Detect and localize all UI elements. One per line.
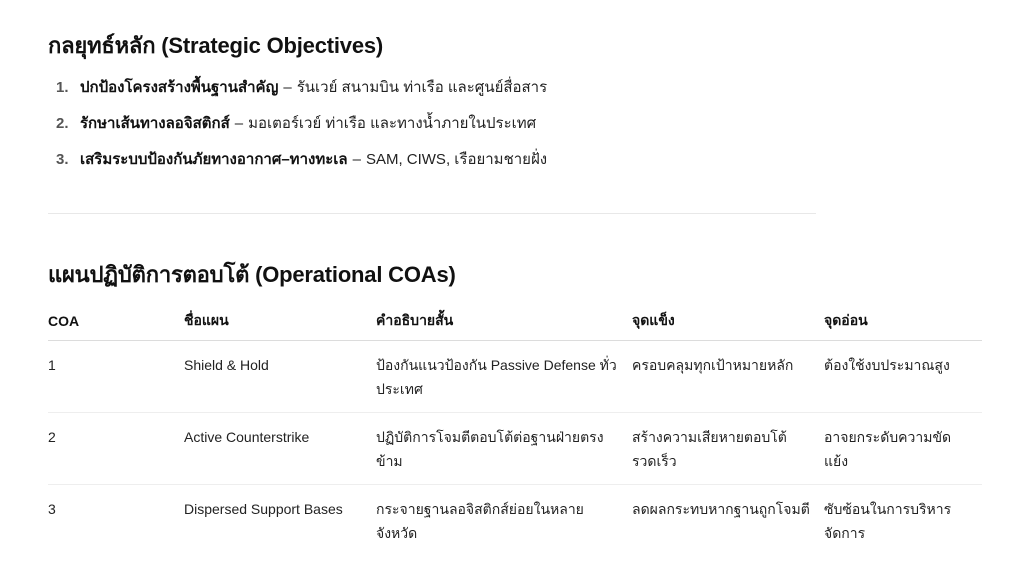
list-number: 3. bbox=[56, 151, 69, 168]
strategic-objectives-heading: กลยุทธ์หลัก (Strategic Objectives) bbox=[48, 33, 384, 58]
objectives-list bbox=[48, 78, 848, 186]
list-item bbox=[48, 78, 848, 114]
objective-description: SAM, CIWS, เรือยามชายฝั่ง bbox=[365, 151, 548, 168]
table-row bbox=[48, 413, 982, 485]
coa-table bbox=[48, 304, 982, 556]
objective-title: เสริมระบบป้องกันภัยทางอากาศ–ทางทะเล bbox=[80, 151, 348, 168]
table-row bbox=[48, 341, 982, 413]
cell-coa: 3 bbox=[48, 501, 56, 517]
column-header-description: คำอธิบายสั้น bbox=[376, 304, 632, 341]
cell-description: ป้องกันแนวป้องกัน Passive Defense ทั่วประเทศ bbox=[376, 341, 632, 413]
objective-description: รันเวย์ สนามบิน ท่าเรือ และศูนย์สื่อสาร bbox=[296, 79, 548, 96]
cell-strengths: ลดผลกระทบหากฐานถูกโจมตี bbox=[632, 501, 810, 517]
cell-description: ปฏิบัติการโจมตีตอบโต้ต่อฐานฝ่ายตรงข้าม bbox=[376, 413, 632, 485]
list-item bbox=[48, 150, 848, 186]
objective-title: ปกป้องโครงสร้างพื้นฐานสำคัญ bbox=[80, 79, 279, 96]
cell-weaknesses: ซับซ้อนในการบริหารจัดการ bbox=[824, 501, 952, 541]
column-header-plan-name: ชื่อแผน bbox=[184, 304, 376, 341]
column-header-coa: COA bbox=[48, 304, 184, 341]
cell-plan-name: Dispersed Support Bases bbox=[184, 501, 343, 517]
objective-description: มอเตอร์เวย์ ท่าเรือ และทางน้ำภายในประเทศ bbox=[248, 115, 537, 132]
list-item bbox=[48, 114, 848, 150]
operational-coas-heading: แผนปฏิบัติการตอบโต้ (Operational COAs) bbox=[48, 262, 456, 287]
objective-separator: – bbox=[283, 79, 292, 96]
cell-coa: 1 bbox=[48, 341, 184, 413]
objective-separator: – bbox=[352, 151, 361, 168]
cell-strengths: สร้างความเสียหายตอบโต้รวดเร็ว bbox=[632, 413, 824, 485]
cell-plan-name: Active Counterstrike bbox=[184, 413, 376, 485]
objective-separator: – bbox=[234, 115, 244, 132]
cell-plan-name: Shield & Hold bbox=[184, 341, 376, 413]
section-divider bbox=[48, 213, 816, 214]
objective-title: รักษาเส้นทางลอจิสติกส์ bbox=[80, 115, 230, 132]
cell-description: กระจายฐานลอจิสติกส์ย่อยในหลายจังหวัด bbox=[376, 501, 584, 541]
column-header-strengths: จุดแข็ง bbox=[632, 304, 824, 341]
list-number: 2. bbox=[56, 115, 69, 132]
cell-coa: 2 bbox=[48, 413, 184, 485]
cell-strengths: ครอบคลุมทุกเป้าหมายหลัก bbox=[632, 341, 824, 413]
table-header-row bbox=[48, 304, 982, 341]
cell-weaknesses: ต้องใช้งบประมาณสูง bbox=[824, 341, 982, 413]
cell-weaknesses: อาจยกระดับความขัดแย้ง bbox=[824, 413, 982, 485]
column-header-weaknesses: จุดอ่อน bbox=[824, 304, 982, 341]
list-number: 1. bbox=[56, 79, 69, 96]
table-row bbox=[48, 485, 982, 557]
